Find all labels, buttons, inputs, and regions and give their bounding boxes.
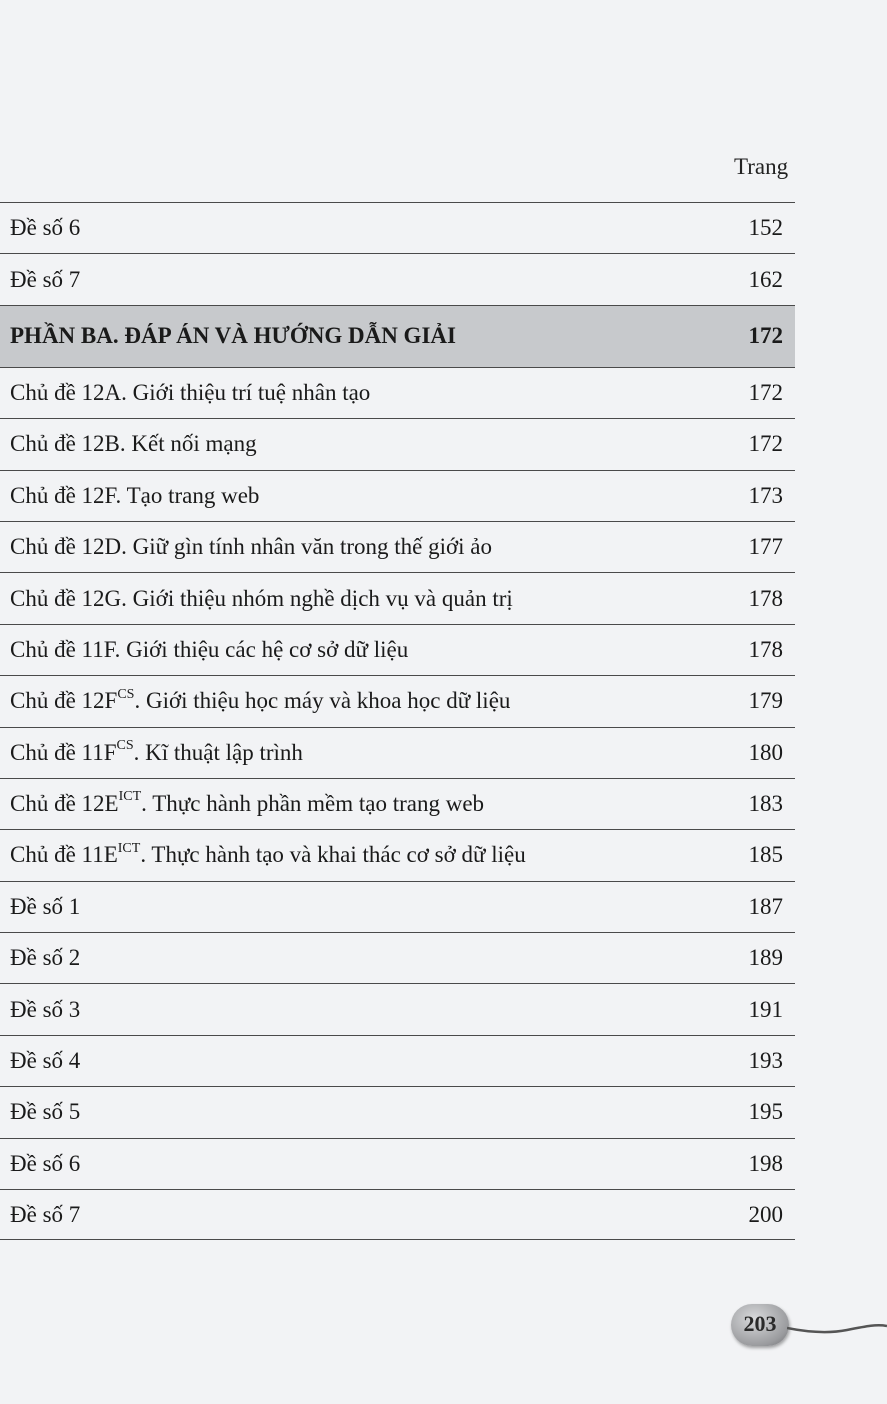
toc-row[interactable] <box>0 1189 795 1240</box>
toc-entry-title: Chủ đề 12D. Giữ gìn tính nhân văn trong thế giới ảo <box>10 534 493 560</box>
toc-row[interactable] <box>0 1035 795 1086</box>
toc-row[interactable] <box>0 727 795 778</box>
toc-entry-title: Chủ đề 12F. Tạo trang web <box>10 482 260 508</box>
toc-entry-page: 198 <box>748 1150 783 1176</box>
toc-entry-page: 162 <box>748 266 783 292</box>
show-through-text <box>0 115 887 145</box>
toc-entry-title-part: Chủ đề 11E <box>10 842 118 868</box>
toc-entry-title-part: Chủ đề 11F <box>10 739 117 765</box>
toc-row[interactable] <box>0 932 795 983</box>
toc-entry-title <box>10 688 510 714</box>
toc-entry-page: 172 <box>748 431 783 457</box>
toc-entry-title: Đề số 2 <box>10 945 81 971</box>
toc-entry-page: 195 <box>748 1099 783 1125</box>
page-number-badge <box>731 1304 789 1346</box>
toc-entry-page: 172 <box>748 323 783 349</box>
toc-entry-superscript: ICT <box>118 789 142 805</box>
toc-section-row[interactable] <box>0 305 795 367</box>
toc-entry-title-part: . Kĩ thuật lập trình <box>133 739 303 765</box>
toc-row[interactable] <box>0 1138 795 1189</box>
toc-row[interactable] <box>0 572 795 623</box>
toc-row[interactable] <box>0 253 795 304</box>
toc-entry-title: Đề số 1 <box>10 893 81 919</box>
toc-entry-title-part: . Giới thiệu học máy và khoa học dữ liệu <box>134 688 511 714</box>
toc-entry-title-part: Chủ đề 12E <box>10 791 119 817</box>
toc-entry-title <box>10 740 303 766</box>
page-number: 203 <box>743 1311 777 1336</box>
toc-entry-title: Đề số 3 <box>10 996 81 1022</box>
toc-entry-page: 187 <box>748 893 783 919</box>
toc-row[interactable] <box>0 983 795 1034</box>
toc-entry-title-part: Chủ đề 12F <box>10 688 118 714</box>
toc-entry-page: 193 <box>748 1048 783 1074</box>
mouse-cable-icon <box>787 1318 887 1338</box>
toc-row[interactable] <box>0 778 795 829</box>
toc-entry-page: 183 <box>748 791 783 817</box>
toc-entry-title: Đề số 4 <box>10 1048 81 1074</box>
toc-entry-title: Đề số 5 <box>10 1099 81 1125</box>
toc-entry-page: 185 <box>748 842 783 868</box>
toc-row[interactable] <box>0 1086 795 1137</box>
toc-row[interactable] <box>0 202 795 253</box>
toc-entry-title-part: . Thực hành phần mềm tạo trang web <box>141 791 485 817</box>
toc-entry-page: 189 <box>748 945 783 971</box>
toc-row[interactable] <box>0 470 795 521</box>
toc-row[interactable] <box>0 418 795 469</box>
toc-entry-page: 172 <box>748 379 783 405</box>
toc-entry-page: 173 <box>748 482 783 508</box>
toc-entry-title: Chủ đề 12G. Giới thiệu nhóm nghề dịch vụ và quản trị <box>10 585 513 611</box>
toc-entry-page: 180 <box>748 739 783 765</box>
toc-entry-page: 191 <box>748 996 783 1022</box>
toc-entry-title: Đề số 6 <box>10 215 81 241</box>
toc-entry-title <box>10 842 526 868</box>
toc-entry-title: Đề số 7 <box>10 266 81 292</box>
toc-entry-page: 200 <box>748 1201 783 1227</box>
toc-row[interactable] <box>0 624 795 675</box>
toc-entry-page: 177 <box>748 534 783 560</box>
toc-row[interactable] <box>0 521 795 572</box>
toc-entry-superscript: CS <box>117 686 135 702</box>
toc-row[interactable] <box>0 829 795 880</box>
toc-entry-page: 178 <box>748 585 783 611</box>
toc-entry-superscript: ICT <box>117 840 141 856</box>
toc-entry-page: 178 <box>748 636 783 662</box>
toc-entry-page: 152 <box>748 215 783 241</box>
toc-entry-title-part: . Thực hành tạo và khai thác cơ sở dữ liệu <box>140 842 526 868</box>
table-of-contents <box>0 202 795 1240</box>
toc-entry-title: Đề số 6 <box>10 1150 81 1176</box>
toc-row[interactable] <box>0 367 795 418</box>
toc-entry-title: Chủ đề 12B. Kết nối mạng <box>10 431 257 457</box>
toc-row[interactable] <box>0 675 795 726</box>
toc-entry-page: 179 <box>748 688 783 714</box>
toc-entry-title: Chủ đề 12A. Giới thiệu trí tuệ nhân tạo <box>10 379 371 405</box>
toc-entry-title <box>10 791 484 817</box>
toc-entry-title: Chủ đề 11F. Giới thiệu các hệ cơ sở dữ liệu <box>10 636 409 662</box>
toc-row[interactable] <box>0 881 795 932</box>
toc-entry-title: Đề số 7 <box>10 1201 81 1227</box>
toc-entry-superscript: CS <box>116 738 134 754</box>
page-column-header: Trang <box>734 154 789 179</box>
toc-entry-title: PHẦN BA. ĐÁP ÁN VÀ HƯỚNG DẪN GIẢI <box>10 323 456 349</box>
